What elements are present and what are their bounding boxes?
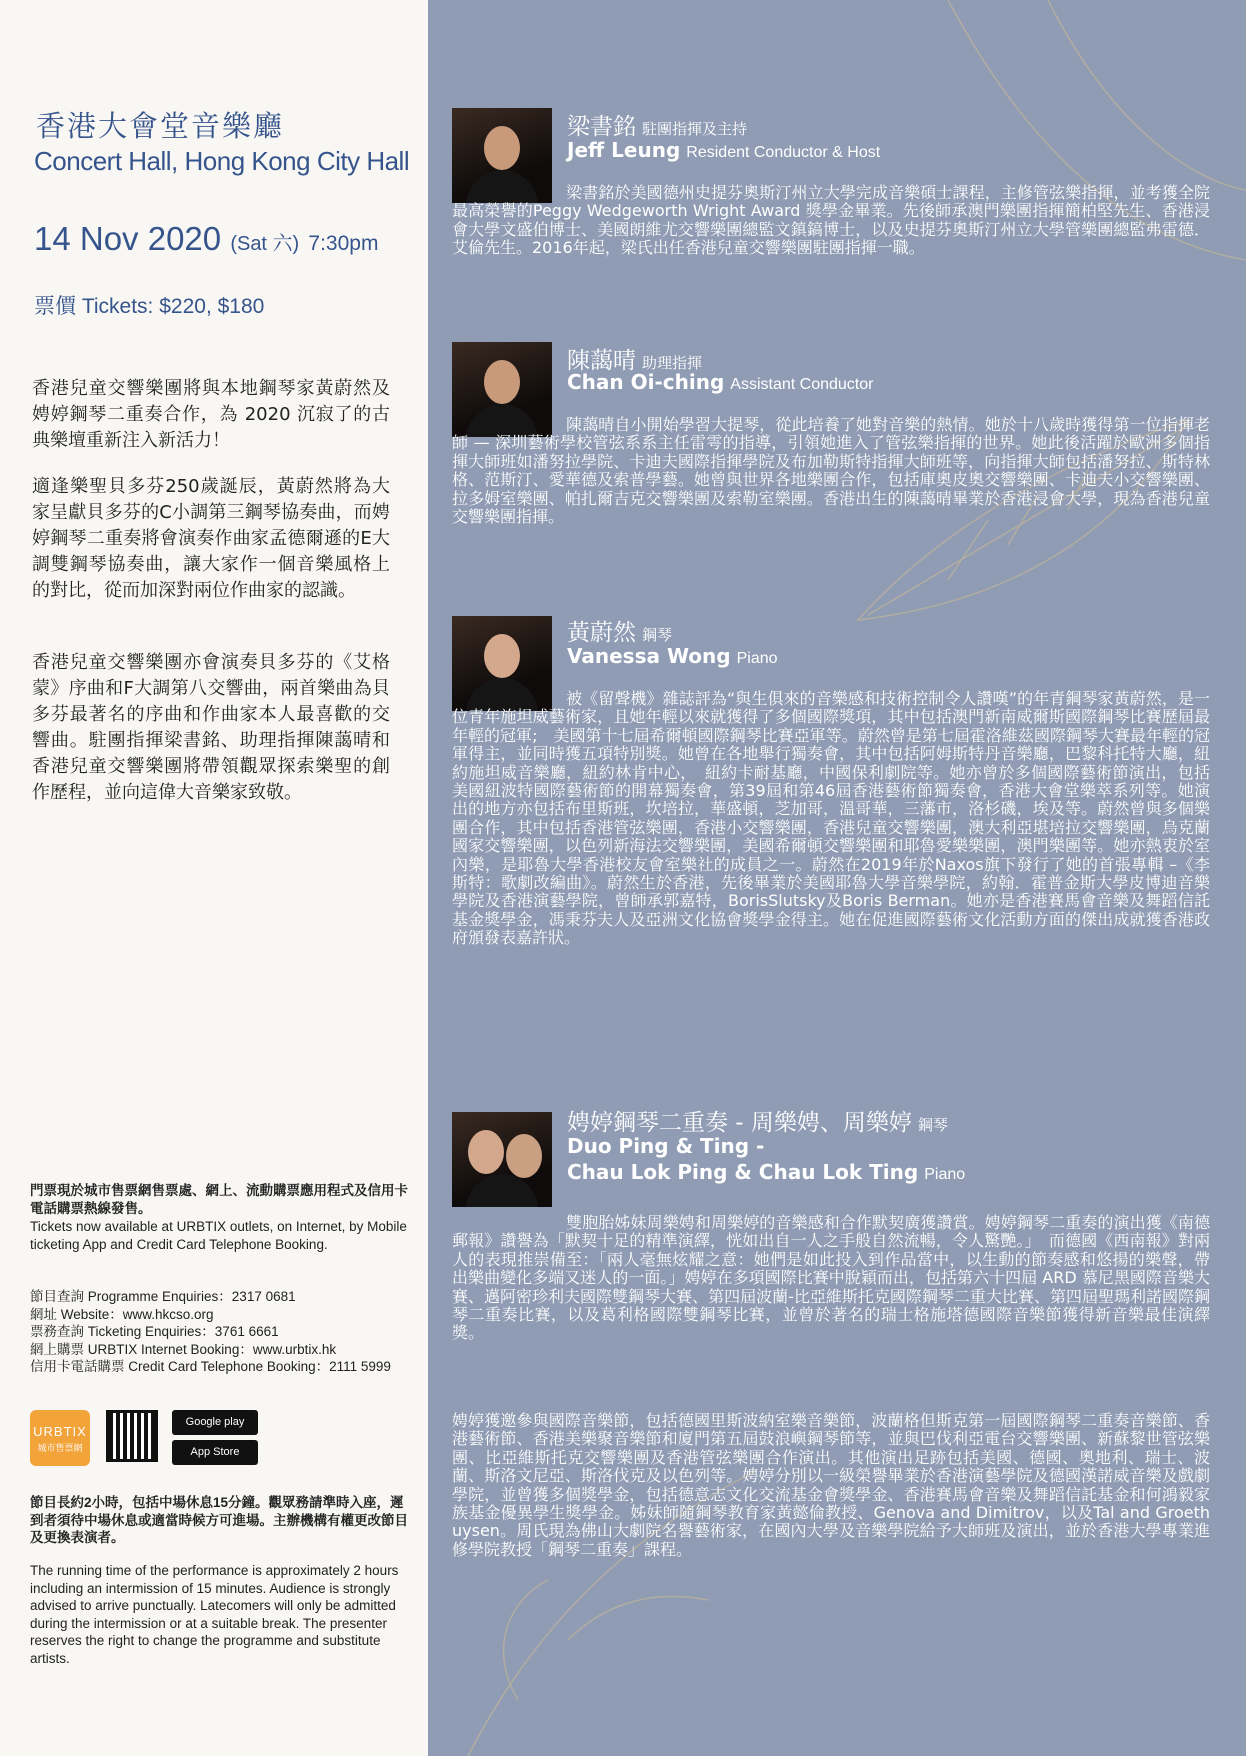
enquiry-ticketing: 票務查詢 Ticketing Enquiries：3761 6661 <box>30 1324 279 1339</box>
enquiry-credit-card: 信用卡電話購票 Credit Card Telephone Booking：2111 5999 <box>30 1359 391 1374</box>
venue-en: Concert Hall, Hong Kong City Hall <box>34 146 410 176</box>
performer-bio: 雙胞胎姊妹周樂娉和周樂婷的音樂感和合作默契廣獲讚賞。娉婷鋼琴二重奏的演出獲《南德郵報》讚譽為「默契十足的精準演繹，恍如出自一人之手般自然流暢，令人驚艷。」 而德國《西南報》對兩人的表現推崇備至：「兩人毫無炫耀之意：她們是如此投入到作品當中，以生動的節奏感和悠揚的樂聲，帶出樂曲變化多端又迷人的一面。」娉婷在多項國際比賽中脫穎而出，包括第六十四屆 ARD 慕尼黑國際音樂大賽、邁阿密珍利夫國際雙鋼琴大賽、第四屆波蘭-比亞維斯托克國際鋼琴二重大比賽、第四屆聖瑪利諾國際鋼琴二重奏比賽，以及葛利格國際雙鋼琴比賽，並曾於著名的瑞士格施塔德國際音樂節獲得新音樂最佳演繹獎。 <box>452 1213 1210 1343</box>
performer-name-zh: 陳藹晴 助理指揮 <box>567 348 703 374</box>
ticket-prices: 票價 Tickets: $220, $180 <box>34 295 265 318</box>
performer-name-en: Vanessa Wong Piano <box>567 644 778 668</box>
performer-photo <box>452 1112 552 1207</box>
performer-bio-continued: 娉婷獲邀參與國際音樂節，包括德國里斯波納室樂音樂節，波蘭格但斯克第一屆國際鋼琴二重奏音樂節、香港藝術節、香港美樂聚音樂節和廈門第五屆鼓浪嶼鋼琴節等，並與巴伐利亞電台交響樂團、新蘇黎世管弦樂團、比亞維斯托克交響樂團及香港管弦樂團合作演出。其他演出足跡包括美國、德國、奧地利、瑞士、波蘭、斯洛文尼亞、斯洛伐克及以色列等。娉婷分別以一級榮譽畢業於香港演藝學院及德國漢諾威音樂及戲劇學院，並曾獲多個獎學金，包括德意志文化交流基金會獎學金、香港賽馬會音樂及舞蹈信託基金和何鴻毅家族基金優異學生獎學金。姊妹師隨鋼琴教育家黃懿倫教授、Genova and Dimitrov，以及Tal and Groethuysen。周氏現為佛山大劇院名譽藝術家，在國內大學及音樂學院給予大師班及演出，並於香港大學專業進修學院教授「鋼琴二重奏」課程。 <box>452 1411 1210 1559</box>
performer-bio: 被《留聲機》雜誌評為“與生俱來的音樂感和技術控制令人讚嘆”的年青鋼琴家黃蔚然，是一位青年施坦威藝術家，且她年輕以來就獲得了多個國際獎項，其中包括澳門新南威爾斯國際鋼琴比賽歷屆最年輕的冠軍; 美國第十七屆希爾頓國際鋼琴比賽亞軍等。蔚然曾是第七屆霍洛維茲國際鋼琴大賽最年輕的冠軍得主，並同時獲五項特別獎。她曾在各地舉行獨奏會，其中包括阿姆斯特丹音樂廳，巴黎科托特大廳，紐約施坦威音樂廳，紐約林肯中心， 紐約卡耐基廳，中國保利劇院等。她亦曾於多個國際藝術節演出，包括美國紐波特國際藝術節的開幕獨奏會，第39屆和第46屆香港藝術節獨奏會，香港大會堂樂萃系列等。她演出的地方亦包括布里斯班，坎培拉，華盛頓，芝加哥，溫哥華，三藩市，洛杉磯，埃及等。蔚然曾與多個樂團合作，其中包括香港管弦樂團，香港小交響樂團，香港兒童交響樂團，澳大利亞堪培拉交響樂團，烏克蘭國家交響樂團，以色列新海法交響樂團，美國希爾頓交響樂團和耶魯愛樂樂團，澳門樂團等。她亦熱衷於室內樂，是耶魯大學香港校友會室樂社的成員之一。蔚然在2019年於Naxos旗下發行了她的首張專輯 –《李斯特：歌劇改編曲》。蔚然生於香港，先後畢業於美國耶魯大學音樂學院，約翰．霍普金斯大學皮博迪音樂學院及香港演藝學院，曾師承郭嘉特，BorisSlutsky及Boris Berman。她亦是香港賽馬會音樂及舞蹈信託基金獎學金，馮秉芬夫人及亞洲文化協會獎學金得主。她在促進國際藝術文化活動方面的傑出成就獲香港政府頒發表嘉許狀。 <box>452 689 1210 948</box>
booking-en: Tickets now available at URBTIX outlets, on Internet, by Mobile ticketing App and Credit Card Telephone Booking. <box>30 1219 407 1252</box>
performer-name-en: Duo Ping & Ting - <box>567 1134 765 1158</box>
performer-name-zh: 黃蔚然 鋼琴 <box>567 620 673 646</box>
performer-bio: 梁書銘於美國德州史提芬奧斯汀州立大學完成音樂碩士課程，主修管弦樂指揮，並考獲全院最高榮譽的Peggy Wedgeworth Wright Award 獎學金畢業。先後師承澳門樂團指揮簡柏堅先生、香港浸會大學文盛伯博士、美國朗維尤交響樂團總監文鎮鎬博士，以及史提芬奧斯汀州立大學管樂團總監弗雷德．艾倫先生。2016年起，梁氏出任香港兒童交響樂團駐團指揮一職。 <box>452 183 1210 258</box>
performer-bio: 陳藹晴自小開始學習大提琴，從此培養了她對音樂的熱情。她於十八歲時獲得第一位指揮老師 — 深圳藝術學校管弦系系主任雷雩的指導，引領她進入了管弦樂指揮的世界。她此後活躍於歐洲多個指揮大師班如潘努拉學院、卡迪夫國際指揮學院及布加勒斯特指揮大師班等，向指揮大師包括潘努拉、斯特林格、范斯汀、愛華德及索普學藝。她曾與世界各地樂團合作，包括庫奧皮奧交響樂團、卡迪夫小交響樂團、拉多姆室樂團、帕扎爾吉克交響樂團及索勒室樂團。香港出生的陳藹晴畢業於香港浸會大學，現為香港兒童交響樂團指揮。 <box>452 415 1210 527</box>
venue-zh: 香港大會堂音樂廳 <box>36 109 285 143</box>
enquiry-website: 網址 Website：www.hkcso.org <box>30 1306 214 1322</box>
performer-name-zh: 娉婷鋼琴二重奏 - 周樂娉、周樂婷 鋼琴 <box>567 1110 948 1136</box>
date-main: 14 Nov 2020 <box>34 220 222 257</box>
enquiry-programme: 節目查詢 Programme Enquiries：2317 0681 <box>30 1289 296 1304</box>
date-time: 7:30pm <box>308 232 379 255</box>
qr-code-icon <box>106 1410 158 1462</box>
app-badges <box>30 1408 270 1466</box>
notes-en: The running time of the performance is approximately 2 hours including an intermission of 15 minutes. Audience is strongly advised to arrive punctually. Latecomers will only be admitted during the intermission or at a suitable break. The presenter reserves the right to change the programme and substitute artists. <box>30 1563 399 1666</box>
performer-name-en-line2: Chau Lok Ping & Chau Lok Ting Piano <box>567 1160 966 1184</box>
event-date <box>34 220 378 258</box>
date-day: (Sat 六) <box>230 233 300 255</box>
left-column <box>0 0 428 1756</box>
urbtix-logo: URBTIX 城市售票網 <box>30 1410 90 1466</box>
performer-name-en: Chan Oi-ching Assistant Conductor <box>567 370 874 394</box>
enquiries-list <box>30 1288 410 1376</box>
app-store-badge: App Store <box>172 1440 258 1465</box>
notes-zh: 節目長約2小時，包括中場休息15分鐘。觀眾務請準時入座，遲到者須待中場休息或適當時候方可進場。主辦機構有權更改節目及更換表演者。 <box>30 1495 408 1545</box>
booking-zh: 門票現於城市售票網售票處、網上、流動購票應用程式及信用卡電話購票熱線發售。 <box>30 1183 408 1216</box>
performer-name-en: Jeff Leung Resident Conductor & Host <box>567 138 881 162</box>
intro-paragraph: 香港兒童交響樂團將與本地鋼琴家黃蔚然及娉婷鋼琴二重奏合作，為 2020 沉寂了的古典樂壇重新注入新活力！ <box>32 378 390 451</box>
enquiry-internet: 網上購票 URBTIX Internet Booking：www.urbtix.hk <box>30 1341 337 1357</box>
google-play-badge: Google play <box>172 1410 258 1435</box>
intro-paragraph: 香港兒童交響樂團亦會演奏貝多芬的《艾格蒙》序曲和F大調第八交響曲，兩首樂曲為貝多芬最著名的序曲和作曲家本人最喜歡的交響曲。駐團指揮梁書銘、助理指揮陳藹晴和香港兒童交響樂團將帶領觀眾探索樂聖的創作歷程，並向這偉大音樂家致敬。 <box>32 652 390 803</box>
performer-name-zh: 梁書銘 駐團指揮及主持 <box>567 114 748 140</box>
intro-paragraph: 適逢樂聖貝多芬250歲誕辰，黃蔚然將為大家呈獻貝多芬的C小調第三鋼琴協奏曲，而娉婷鋼琴二重奏將會演奏作曲家孟德爾遜的E大調雙鋼琴協奏曲，讓大家作一個音樂風格上的對比，從而加深對兩位作曲家的認識。 <box>32 476 390 601</box>
